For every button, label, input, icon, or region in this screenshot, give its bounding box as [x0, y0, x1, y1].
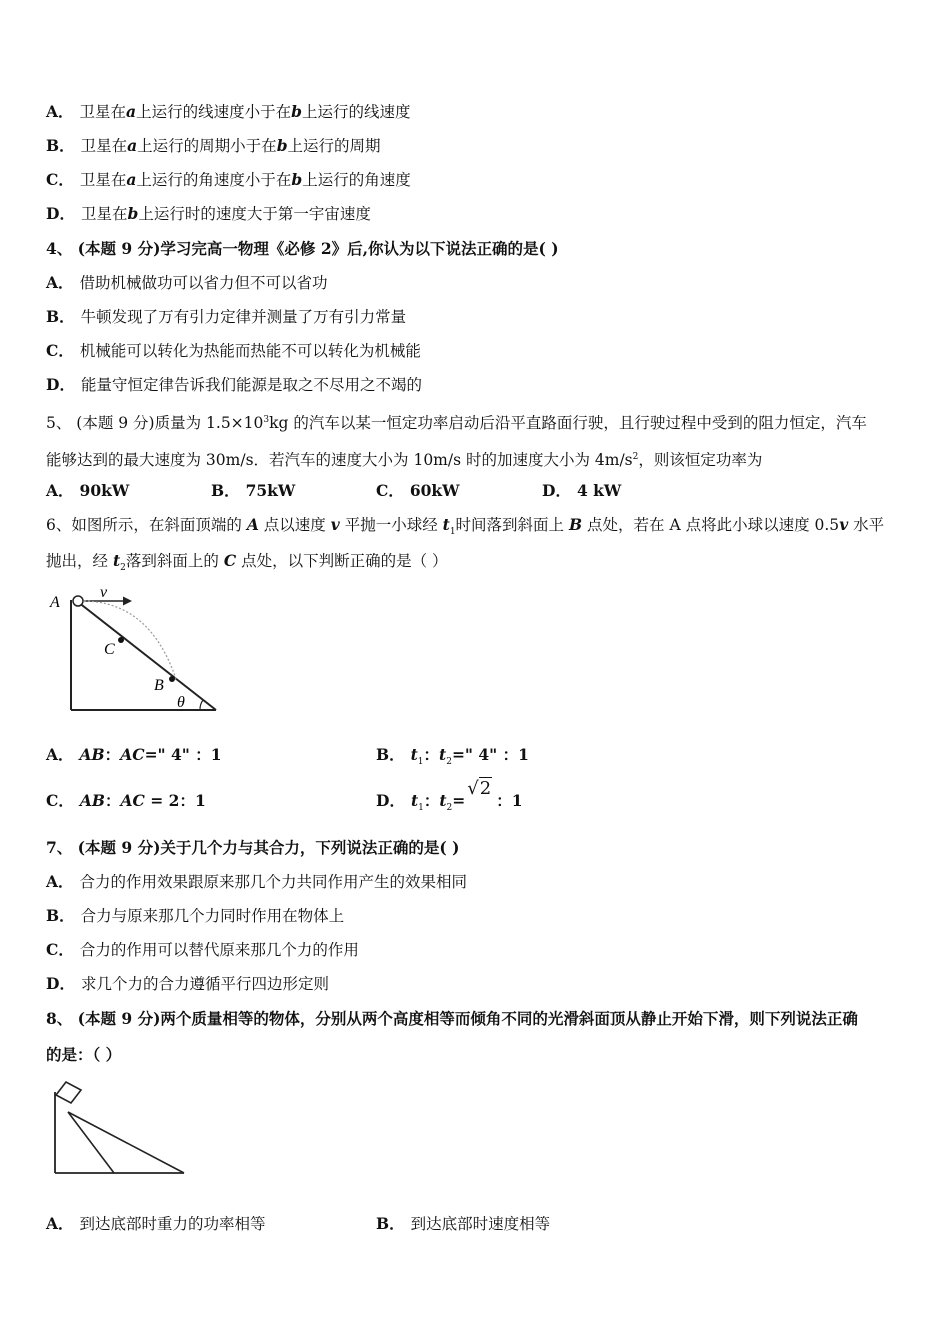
label-v: v — [100, 584, 108, 601]
q6-option-c: C． AB：AC = 2：1 — [46, 791, 206, 810]
q4-option-b: B． 牛顿发现了万有引力定律并测量了万有引力常量 — [46, 307, 407, 326]
q3-option-c: C． 卫星在a上运行的角速度小于在b上运行的角速度 — [46, 170, 411, 189]
q3-option-d: D． 卫星在b上运行时的速度大于第一宇宙速度 — [46, 204, 371, 223]
q4-option-a: A． 借助机械做功可以省力但不可以省功 — [46, 273, 328, 292]
q3-option-b: B． 卫星在a上运行的周期小于在b上运行的周期 — [46, 136, 381, 155]
q7-option-d: D． 求几个力的合力遵循平行四边形定则 — [46, 974, 329, 993]
incline-projectile-figure — [40, 582, 225, 717]
q6-option-d: D． $t_1$：$t_2=√2$：1 — [376, 778, 523, 814]
two-inclines-figure — [48, 1078, 193, 1178]
q7-option-c: C． 合力的作用可以替代原来那几个力的作用 — [46, 940, 359, 959]
q4-option-d: D． 能量守恒定律告诉我们能源是取之不尽用之不竭的 — [46, 375, 422, 394]
q3-option-a: A． 卫星在a上运行的线速度小于在b上运行的线速度 — [46, 102, 411, 121]
q5-option-b: B． 75kW — [211, 481, 296, 500]
q5-stem-line1: 5、 (本题 9 分)质量为 $1.5\times 10^3kg$ 的汽车以某一恒定功率启动后沿平直路面行驶，且行驶过程中受到的阻力恒定，汽车 — [46, 414, 867, 433]
label-c: C — [104, 641, 115, 658]
q5-option-d: D． 4 kW — [542, 481, 622, 500]
velocity-arrow-icon — [123, 597, 132, 606]
label-theta: θ — [177, 694, 185, 711]
sqrt-2: √2 — [467, 778, 492, 799]
label-b: B — [154, 677, 164, 694]
q6-stem-line2: 抛出，经 $t_2$落到斜面上的 C 点处，以下判断正确的是（ ） — [46, 551, 448, 574]
q7-stem: 7、 (本题 9 分)关于几个力与其合力，下列说法正确的是( ) — [46, 838, 460, 857]
q6-stem-line1: 6、如图所示，在斜面顶端的 A 点以速度 v 平抛一小球经 $t_1$时间落到斜面上 B 点处，若在 A 点将此小球以速度 0.5v 水平 — [46, 515, 885, 538]
ball-icon — [73, 596, 83, 606]
q5-option-a: A． 90kW — [46, 481, 130, 500]
q8-stem-line1: 8、 (本题 9 分)两个质量相等的物体，分别从两个高度相等而倾角不同的光滑斜面顶从静止开始下滑，则下列说法正确 — [46, 1009, 858, 1028]
q4-option-c: C． 机械能可以转化为热能而热能不可以转化为机械能 — [46, 341, 421, 360]
q6-option-a: A． AB：AC=" 4" ：1 — [46, 745, 222, 764]
point-c-dot — [118, 637, 124, 643]
point-b-dot — [169, 676, 175, 682]
q7-option-b: B． 合力与原来那几个力同时作用在物体上 — [46, 906, 345, 925]
q7-option-a: A． 合力的作用效果跟原来那几个力共同作用产生的效果相同 — [46, 872, 468, 891]
block-icon — [56, 1082, 81, 1103]
label-a: A — [50, 594, 60, 611]
q5-option-c: C． 60kW — [376, 481, 460, 500]
q8-option-b: B． 到达底部时速度相等 — [376, 1214, 551, 1233]
q4-stem: 4、 (本题 9 分)学习完高一物理《必修 2》后,你认为以下说法正确的是( ) — [46, 239, 559, 258]
q5-stem-line2: 能够达到的最大速度为 30m/s．若汽车的速度大小为 10m/s 时的加速度大小为 $4m/s^2$，则该恒定功率为 — [46, 451, 763, 470]
q6-option-b: B． $t_1$：$t_2=$" 4" ：1 — [376, 745, 529, 768]
q8-stem-line2: 的是：（ ） — [46, 1045, 122, 1064]
q8-option-a: A． 到达底部时重力的功率相等 — [46, 1214, 266, 1233]
